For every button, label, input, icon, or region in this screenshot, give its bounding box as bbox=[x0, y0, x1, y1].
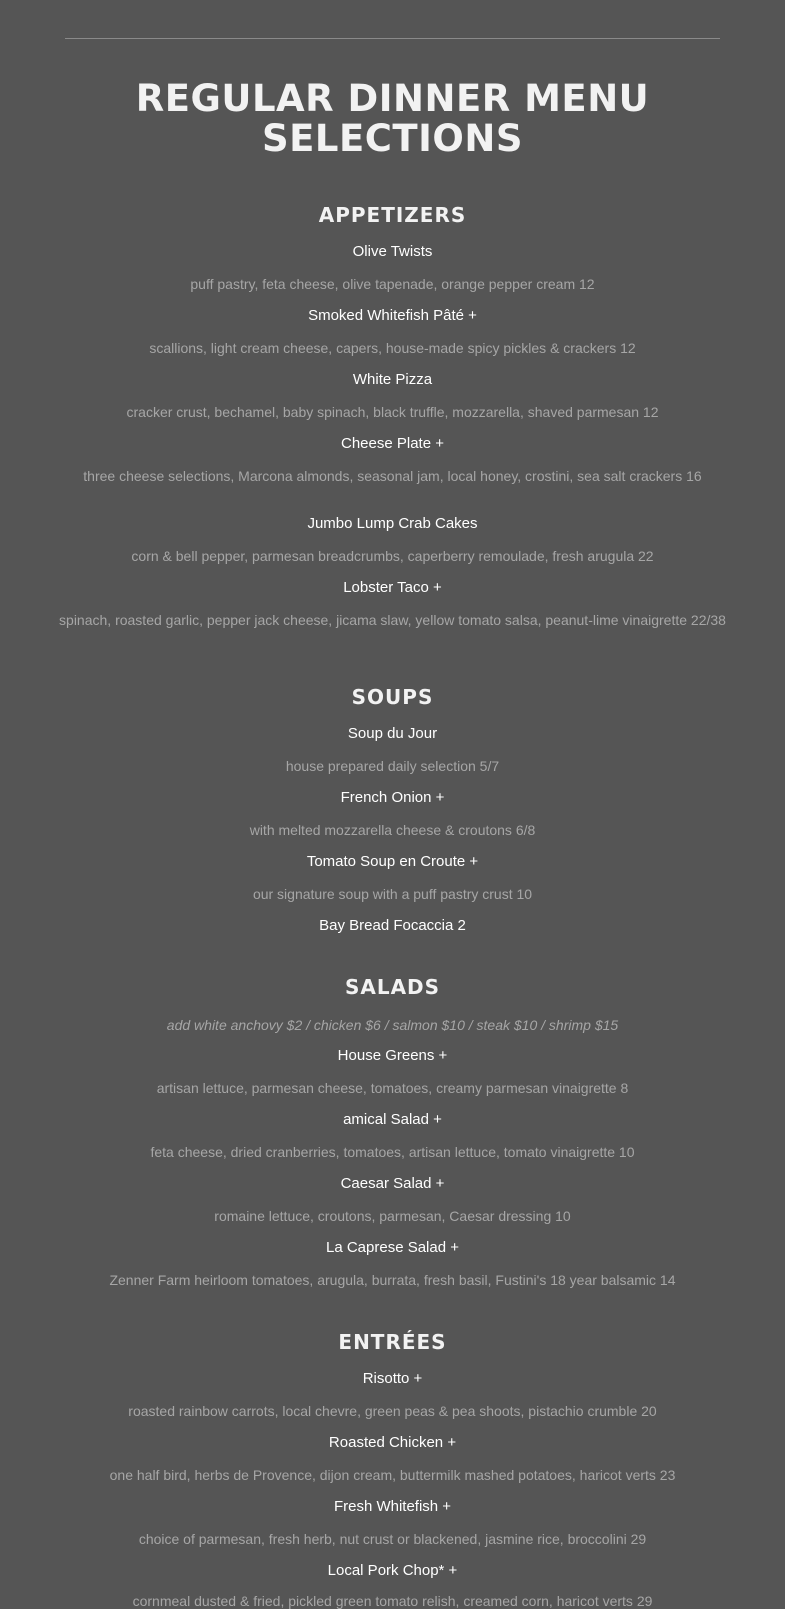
section-title-soups: SOUPS bbox=[351, 685, 434, 709]
menu-item-name: Fresh Whitefish + bbox=[333, 1498, 452, 1515]
menu-item-name: Local Pork Chop* + bbox=[327, 1562, 458, 1579]
menu-item-name: Olive Twists bbox=[352, 243, 433, 260]
menu-item-description: spinach, roasted garlic, pepper jack cheese, jicama slaw, yellow tomato salsa, peanut-lime vinaigrette 22/38 bbox=[59, 612, 726, 628]
menu-item-name: Jumbo Lump Crab Cakes bbox=[307, 515, 478, 532]
menu-item-name: White Pizza bbox=[352, 371, 433, 388]
menu-item-name: La Caprese Salad + bbox=[325, 1239, 459, 1256]
menu-item-description: choice of parmesan, fresh herb, nut crust or blackened, jasmine rice, broccolini 29 bbox=[138, 1531, 647, 1547]
menu-item-description: house prepared daily selection 5/7 bbox=[285, 758, 500, 774]
menu-item-description: romaine lettuce, croutons, parmesan, Caesar dressing 10 bbox=[214, 1208, 571, 1224]
menu-item-name: Roasted Chicken + bbox=[328, 1434, 457, 1451]
menu-item-name: Cheese Plate + bbox=[341, 435, 444, 452]
menu-item-description: our signature soup with a puff pastry crust 10 bbox=[252, 886, 533, 902]
menu-item-description: puff pastry, feta cheese, olive tapenade, orange pepper cream 12 bbox=[190, 276, 595, 292]
menu-item-description: scallions, light cream cheese, capers, house-made spicy pickles & crackers 12 bbox=[149, 340, 636, 356]
menu-item-name: Smoked Whitefish Pâté + bbox=[308, 307, 477, 324]
menu-item-name: Bay Bread Focaccia 2 bbox=[319, 917, 466, 934]
menu-item-description: artisan lettuce, parmesan cheese, tomatoes, creamy parmesan vinaigrette 8 bbox=[156, 1080, 629, 1096]
menu-item-name: Lobster Taco + bbox=[343, 579, 442, 596]
section-title-entrees: ENTRÉES bbox=[338, 1330, 447, 1354]
menu-item-description: corn & bell pepper, parmesan breadcrumbs, caperberry remoulade, fresh arugula 22 bbox=[131, 548, 654, 564]
menu-item-name: French Onion + bbox=[340, 789, 445, 806]
menu-item-description: cracker crust, bechamel, baby spinach, black truffle, mozzarella, shaved parmesan 12 bbox=[126, 404, 659, 420]
menu-item-name: Soup du Jour bbox=[347, 725, 438, 742]
page-title: REGULAR DINNER MENU SELECTIONS bbox=[135, 77, 650, 160]
menu-item-name: Tomato Soup en Croute + bbox=[306, 853, 479, 870]
menu-item-description: with melted mozzarella cheese & croutons 6/8 bbox=[249, 822, 536, 838]
menu-item-description: feta cheese, dried cranberries, tomatoes, artisan lettuce, tomato vinaigrette 10 bbox=[150, 1144, 635, 1160]
menu-item-name: amical Salad + bbox=[343, 1111, 442, 1128]
menu-item-description: three cheese selections, Marcona almonds, seasonal jam, local honey, crostini, sea salt crackers 16 bbox=[83, 468, 702, 484]
menu-item-description: one half bird, herbs de Provence, dijon cream, buttermilk mashed potatoes, haricot verts 23 bbox=[109, 1467, 676, 1483]
menu-item-name: Risotto + bbox=[362, 1370, 423, 1387]
top-divider bbox=[65, 38, 720, 39]
section-title-salads: SALADS bbox=[344, 975, 441, 999]
menu-item-name: Caesar Salad + bbox=[340, 1175, 445, 1192]
menu-item-description: cornmeal dusted & fried, pickled green tomato relish, creamed corn, haricot verts 29 bbox=[132, 1593, 653, 1609]
menu-item-description: Zenner Farm heirloom tomatoes, arugula, burrata, fresh basil, Fustini's 18 year balsamic 14 bbox=[109, 1272, 676, 1288]
menu-item-description: roasted rainbow carrots, local chevre, green peas & pea shoots, pistachio crumble 20 bbox=[128, 1403, 657, 1419]
section-title-appetizers: APPETIZERS bbox=[318, 203, 467, 227]
menu-item-name: House Greens + bbox=[337, 1047, 448, 1064]
salad-add-ons-note: add white anchovy $2 / chicken $6 / salmon $10 / steak $10 / shrimp $15 bbox=[166, 1017, 619, 1033]
